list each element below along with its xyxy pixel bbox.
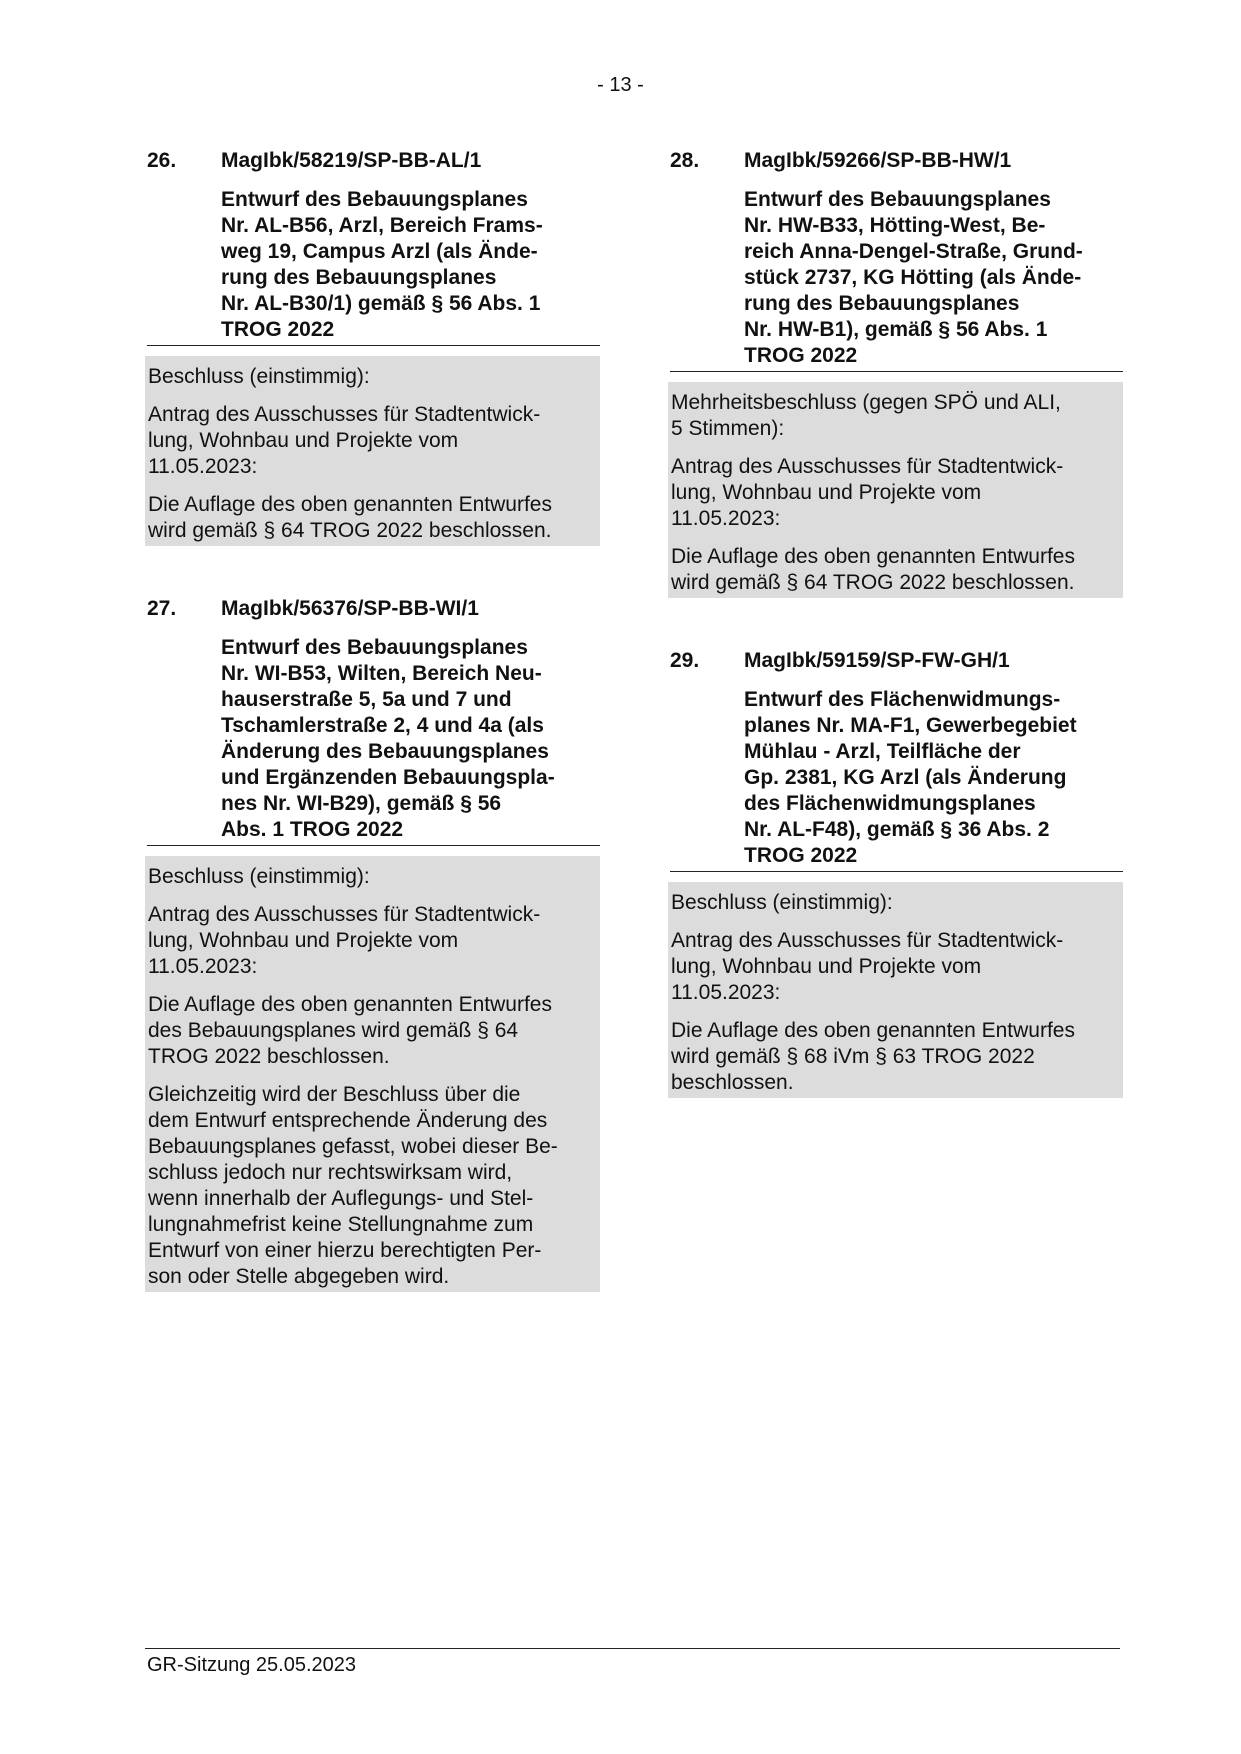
- agenda-item-29-decision: [668, 882, 1123, 1098]
- motion-source: Antrag des Ausschusses für Stadtentwick- lung, Wohnbau und Projekte vom 11.05.2023:: [148, 903, 541, 978]
- motion-source: Antrag des Ausschusses für Stadtentwick- lung, Wohnbau und Projekte vom 11.05.2023:: [671, 929, 1064, 1004]
- decision-type: Beschluss (einstimmig):: [148, 865, 370, 888]
- resolution-text: Die Auflage des oben genannten Entwurfes wird gemäß § 68 iVm § 63 TROG 2022 beschlossen.: [671, 1019, 1075, 1094]
- motion-source: Antrag des Ausschusses für Stadtentwick- lung, Wohnbau und Projekte vom 11.05.2023:: [671, 455, 1064, 530]
- decision-type: Beschluss (einstimmig):: [671, 891, 893, 914]
- agenda-item-28-decision: [668, 382, 1123, 598]
- resolution-text: Die Auflage des oben genannten Entwurfes wird gemäß § 64 TROG 2022 beschlossen.: [148, 493, 552, 542]
- item-title: Entwurf des Bebauungsplanes Nr. HW-B33, Hötting-West, Be- reich Anna-Dengel-Straße, Grund- stück 2737, KG Hötting (als Ände- rung des Bebauungsplanes Nr. HW-B1), gemäß § 56 Abs. 1 TROG 2022: [744, 188, 1083, 367]
- item-number: 26.: [147, 149, 177, 172]
- item-number: 29.: [670, 649, 700, 672]
- item-title: Entwurf des Bebauungsplanes Nr. WI-B53, Wilten, Bereich Neu- hauserstraße 5, 5a und 7 und Tschamlerstraße 2, 4 und 4a (als Änderung des Bebauungsplanes und Ergänzenden Bebauungspla- nes Nr. WI-B29), gemäß § 56 Abs. 1 TROG 2022: [221, 636, 555, 841]
- item-title: Entwurf des Flächenwidmungs- planes Nr. MA-F1, Gewerbegebiet Mühlau - Arzl, Teilfläche der Gp. 2381, KG Arzl (als Änderung des Flächenwidmungsplanes Nr. AL-F48), gemäß § 36 Abs. 2 TROG 2022: [744, 688, 1077, 867]
- decision-type: Mehrheitsbeschluss (gegen SPÖ und ALI, 5 Stimmen):: [671, 391, 1061, 440]
- item-code: MagIbk/58219/SP-BB-AL/1: [221, 149, 482, 172]
- resolution-text: Die Auflage des oben genannten Entwurfes des Bebauungsplanes wird gemäß § 64 TROG 2022 beschlossen.: [148, 993, 552, 1068]
- right-column: [668, 148, 1123, 1128]
- item-code: MagIbk/59159/SP-FW-GH/1: [744, 649, 1010, 672]
- agenda-item-26-heading: [147, 148, 600, 346]
- item-code: MagIbk/56376/SP-BB-WI/1: [221, 597, 479, 620]
- item-title: Entwurf des Bebauungsplanes Nr. AL-B56, Arzl, Bereich Frams- weg 19, Campus Arzl (als Ände- rung des Bebauungsplanes Nr. AL-B30/1) gemäß § 56 Abs. 1 TROG 2022: [221, 188, 543, 341]
- agenda-item-27-decision: [145, 856, 600, 1292]
- footer-divider: [145, 1648, 1120, 1649]
- page-number: - 13 -: [597, 74, 644, 96]
- agenda-item-26-decision: [145, 356, 600, 546]
- agenda-item-27-heading: [147, 596, 600, 846]
- item-number: 28.: [670, 149, 700, 172]
- agenda-item-28-heading: [670, 148, 1123, 372]
- item-number: 27.: [147, 597, 177, 620]
- footer-session-date: GR-Sitzung 25.05.2023: [147, 1654, 357, 1676]
- agenda-item-29-heading: [670, 648, 1123, 872]
- motion-source: Antrag des Ausschusses für Stadtentwick- lung, Wohnbau und Projekte vom 11.05.2023:: [148, 403, 541, 478]
- decision-type: Beschluss (einstimmig):: [148, 365, 370, 388]
- resolution-text: Die Auflage des oben genannten Entwurfes wird gemäß § 64 TROG 2022 beschlossen.: [671, 545, 1075, 594]
- resolution-text-additional: Gleichzeitig wird der Beschluss über die dem Entwurf entsprechende Änderung des Bebauungsplanes gefasst, wobei dieser Be- schluss jedoch nur rechtswirksam wird, wenn innerhalb der Auflegungs- und Stel- lungnahmefrist keine Stellungnahme zum Entwurf von einer hierzu berechtigten Per- son oder Stelle abgegeben wird.: [148, 1083, 558, 1288]
- item-code: MagIbk/59266/SP-BB-HW/1: [744, 149, 1012, 172]
- left-column: [145, 148, 600, 1322]
